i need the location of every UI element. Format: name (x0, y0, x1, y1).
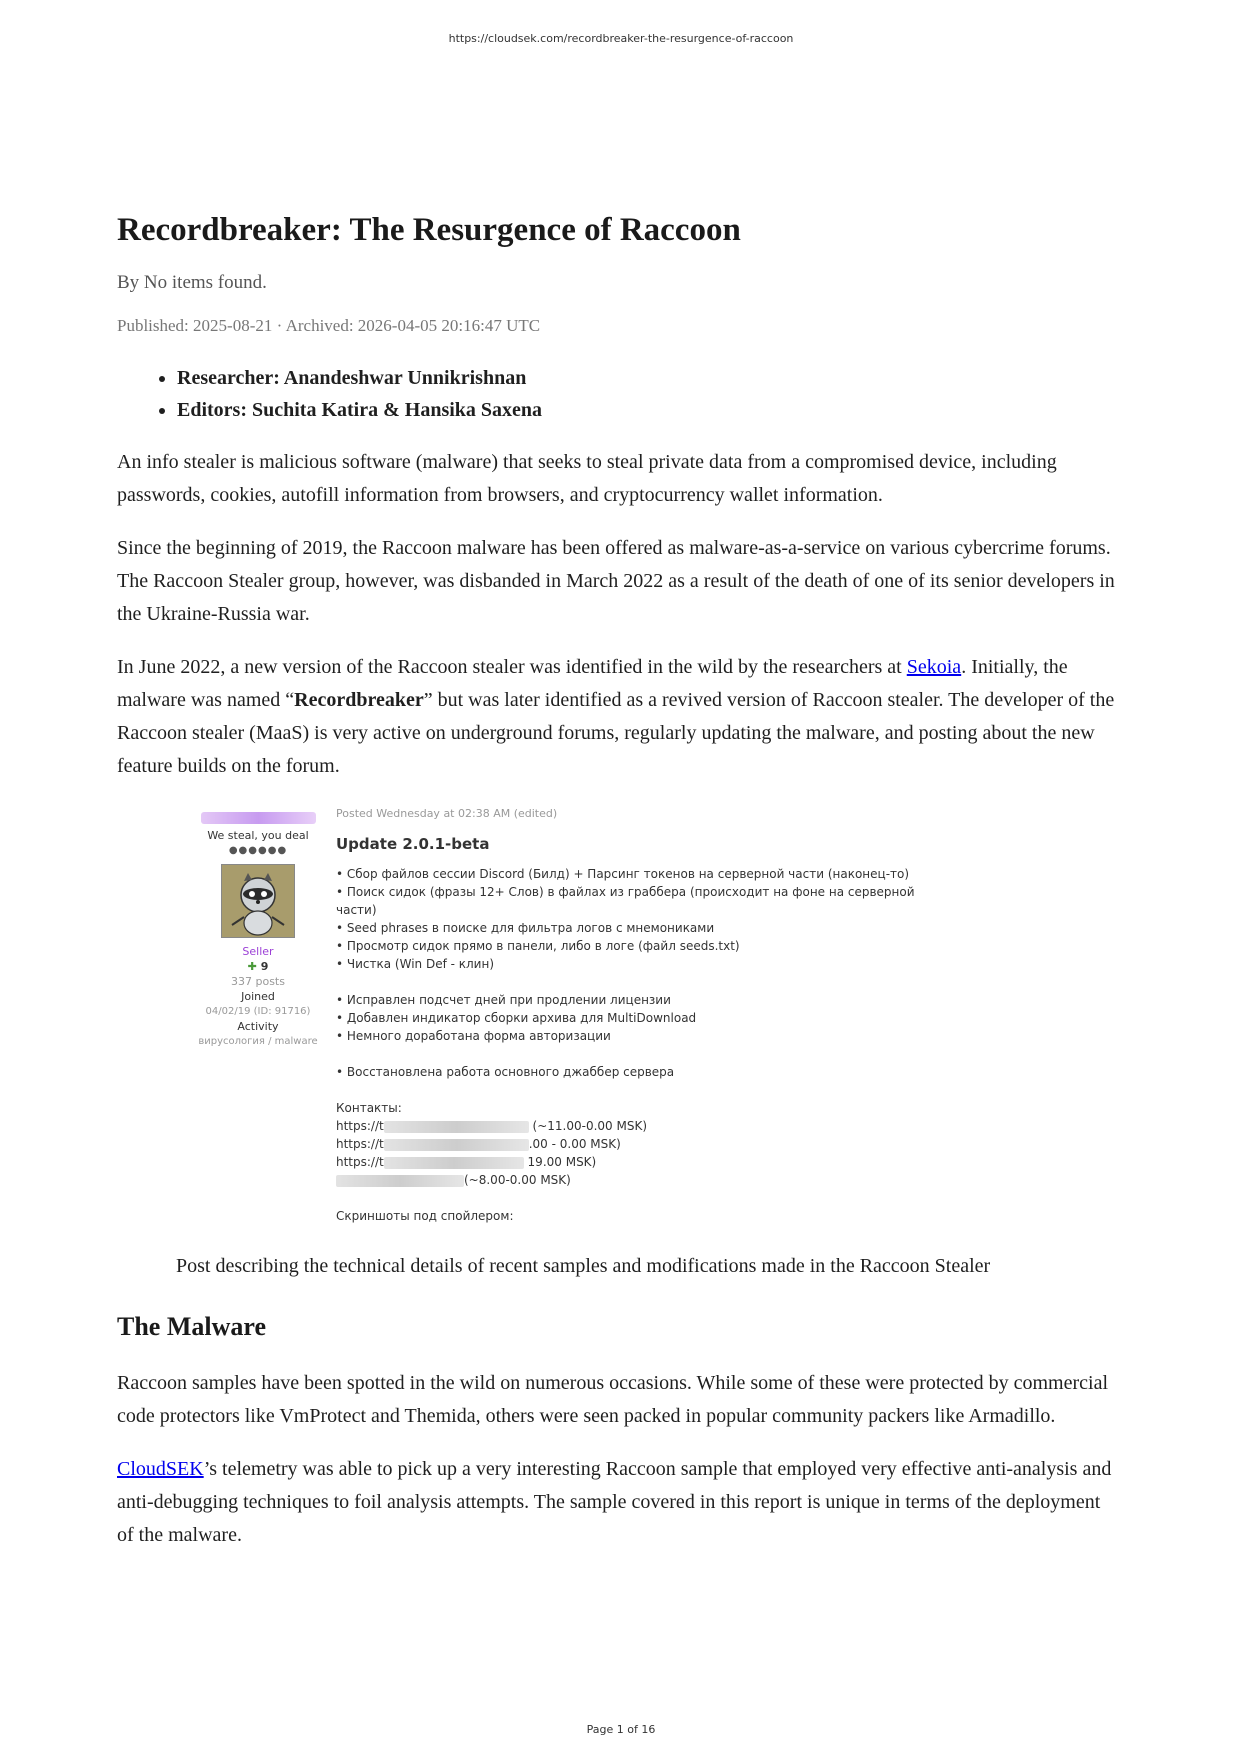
byline: By No items found. (117, 272, 267, 293)
post-timestamp: Posted Wednesday at 02:38 AM (edited) (336, 807, 558, 820)
changelog-item: • Добавлен индикатор сборки архива для MultiDownload (336, 1011, 697, 1025)
paragraph-samples: Raccoon samples have been spotted in the wild on numerous occasions. While some of these were protected by commercial code protectors like VmProtect and Themida, others were seen packed in popular community packers like Armadillo. (117, 1372, 1108, 1427)
blurred-contact (384, 1157, 524, 1169)
paragraph-history: Since the beginning of 2019, the Raccoon malware has been offered as malware-as-a-service on various cybercrime forums. The Raccoon Stealer group, however, was disbanded in March 2022 as a result of the death of one of its senior developers in the Ukraine-Russia war. (117, 537, 1115, 625)
blurred-contact (384, 1139, 529, 1151)
forum-post-screenshot (193, 805, 953, 1235)
changelog-item: • Сбор файлов сессии Discord (Билд) + Парсинг токенов на серверной части (наконец-то) (336, 867, 910, 881)
user-posts: 337 posts (231, 975, 285, 988)
changelog-item: • Поиск сидок (фразы 12+ Слов) в файлах из граббера (происходит на фоне на серверной части) (336, 885, 915, 917)
activity-label: Activity (237, 1020, 279, 1033)
forum-post-body (336, 805, 946, 1225)
header-url: https://cloudsek.com/recordbreaker-the-resurgence-of-raccoon (448, 32, 794, 45)
page-title: Recordbreaker: The Resurgence of Raccoon (117, 212, 741, 248)
article (117, 208, 1117, 1552)
changelog-item: • Исправлен подсчет дней при продлении лицензии (336, 993, 671, 1007)
paragraph-recordbreaker: In June 2022, a new version of the Raccoon stealer was identified in the wild by the researchers at Sekoia. Initially, the malware was named “Recordbreaker” but was later identified as a revived version of Raccoon stealer. The developer of the Raccoon stealer (MaaS) is very active on underground forums, regularly updating the malware, and posting about the new feature builds on the forum. (117, 656, 1115, 777)
changelog-item: • Seed phrases в поиске для фильтра логов с мнемониками (336, 921, 715, 935)
credit-researcher: • Researcher: Anandeshwar Unnikrishnan (177, 362, 1117, 394)
activity-value: вирусология / malware (198, 1036, 318, 1047)
contacts-label: Контакты: (336, 1101, 402, 1115)
user-reputation: ✚ 9 (247, 960, 269, 973)
blurred-contact (336, 1175, 464, 1187)
contact-line: (~8.00-0.00 MSK) (336, 1171, 946, 1189)
recordbreaker-bold: Recordbreaker (294, 689, 424, 711)
joined-label: Joined (241, 990, 275, 1003)
rank-dots: ●●●●●● (228, 845, 288, 856)
screenshots-label: Скриншоты под спойлером: (336, 1209, 514, 1223)
update-title: Update 2.0.1-beta (336, 835, 490, 853)
user-tagline: We steal, you deal (207, 829, 309, 842)
plus-circle-icon: ✚ (247, 960, 261, 973)
changelog-item: • Чистка (Win Def - клин) (336, 957, 495, 971)
credit-editors: • Editors: Suchita Katira & Hansika Saxena (177, 394, 1117, 426)
page-number: Page 1 of 16 (586, 1723, 656, 1736)
user-role: Seller (242, 945, 274, 958)
paragraph-intro: An info stealer is malicious software (malware) that seeks to steal private data from a compromised device, including passwords, cookies, autofill information from browsers, and cryptocurrency wallet information. (117, 451, 1057, 506)
raccoon-icon (222, 865, 294, 937)
changelog-item: • Немного доработана форма авторизации (336, 1029, 611, 1043)
forum-user-panel (193, 805, 323, 1049)
contact-line: https://t 19.00 MSK) (336, 1155, 597, 1169)
raccoon-avatar (221, 864, 295, 938)
joined-value: 04/02/19 (ID: 91716) (205, 1006, 311, 1017)
section-heading: The Malware (117, 1312, 266, 1341)
figure-caption: Post describing the technical details of recent samples and modifications made in the Raccoon Stealer (176, 1255, 991, 1277)
blurred-username (201, 812, 316, 824)
cloudsek-link[interactable]: CloudSEK (117, 1458, 204, 1480)
publish-meta: Published: 2025-08-21 · Archived: 2026-04-05 20:16:47 UTC (117, 316, 541, 335)
changelog-item: • Восстановлена работа основного джаббер сервера (336, 1065, 675, 1079)
blurred-contact (384, 1121, 529, 1133)
paragraph-telemetry: CloudSEK’s telemetry was able to pick up a very interesting Raccoon sample that employed very effective anti-analysis and anti-debugging techniques to foil analysis attempts. The sample covered in this report is unique in terms of the deployment of the malware. (117, 1458, 1112, 1546)
contact-line: https://t .00 - 0.00 MSK) (336, 1137, 621, 1151)
sekoia-link[interactable]: Sekoia (906, 656, 962, 678)
contact-line: https://t (~11.00-0.00 MSK) (336, 1119, 648, 1133)
changelog-item: • Просмотр сидок прямо в панели, либо в логе (файл seeds.txt) (336, 939, 740, 953)
credits-list (117, 362, 1117, 426)
